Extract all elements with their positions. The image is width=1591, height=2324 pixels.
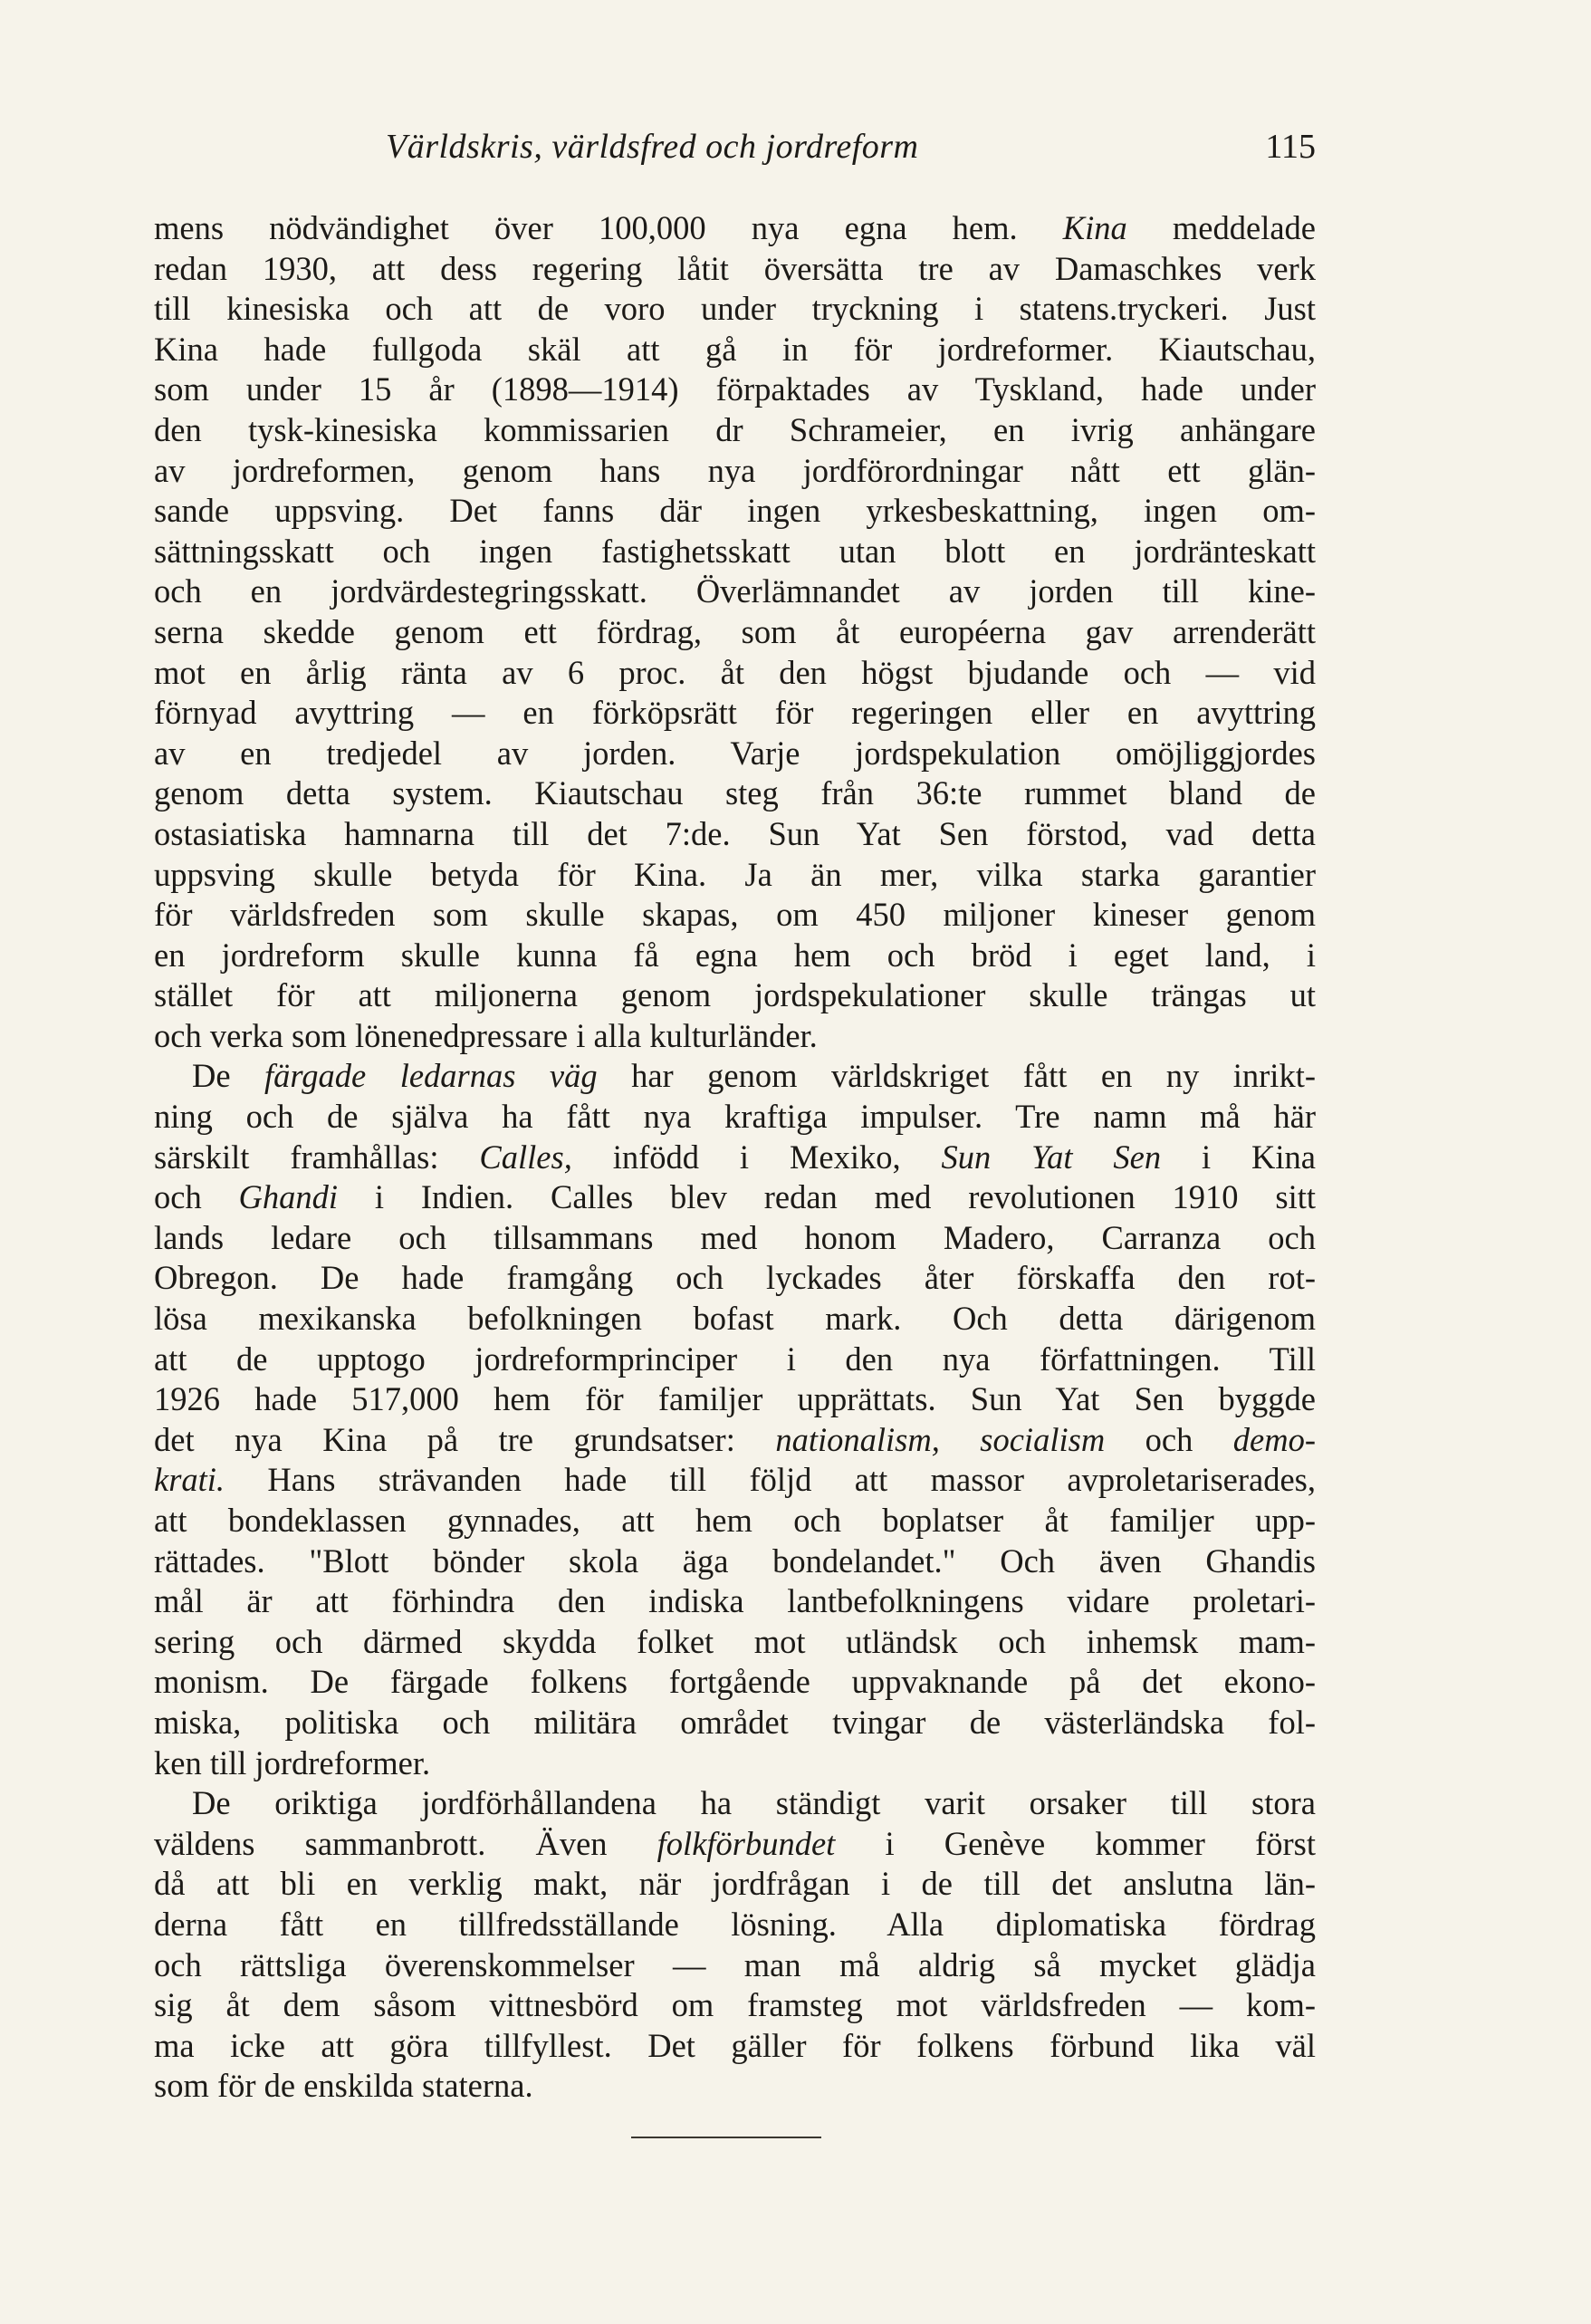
text-line: [154, 1097, 1316, 1138]
text-run: mot en årlig ränta av 6 proc. åt den högst bjudande och — vid: [154, 653, 1316, 691]
text-run: och: [154, 1178, 239, 1216]
text-run: derna fått en tillfredsställande lösning. Alla diplomatiska fördrag: [154, 1905, 1316, 1943]
text-run: ma icke att göra tillfyllest. Det gäller för folkens förbund lika väl: [154, 2026, 1316, 2064]
text-run: som under 15 år (1898—1914) förpaktades av Tyskland, hade under: [154, 370, 1316, 408]
text-run: sering och därmed skydda folket mot utländsk och inhemsk mam-: [154, 1622, 1316, 1660]
text-run: i Genève kommer först: [835, 1824, 1316, 1862]
text-run: sättningsskatt och ingen fastighetsskatt utan blott en jordränteskatt: [154, 532, 1316, 570]
text-line: [154, 653, 1316, 694]
text-line: [154, 1138, 1316, 1178]
text-run: som för de enskilda staterna.: [154, 2067, 533, 2105]
text-run: lands ledare och tillsammans med honom Madero, Carranza och: [154, 1218, 1316, 1256]
text-run: av jordreformen, genom hans nya jordförordningar nått ett glän-: [154, 451, 1316, 489]
text-line: [154, 734, 1316, 774]
italic-text: krati.: [154, 1461, 225, 1499]
text-run: [940, 1421, 980, 1458]
italic-text: Sun Yat Sen: [941, 1138, 1162, 1176]
text-run: sig åt dem såsom vittnesbörd om framsteg mot världsfreden — kom-: [154, 1986, 1316, 2024]
text-line: [154, 773, 1316, 814]
text-run: det nya Kina på tre grundsatser:: [154, 1420, 776, 1458]
text-run: mens nödvändighet över 100,000 nya egna hem.: [154, 209, 1063, 246]
running-title: Världskris, världsfred och jordreform: [386, 128, 919, 166]
text-run: förnyad avyttring — en förköpsrätt för regeringen eller en avyttring: [154, 694, 1316, 732]
italic-text: Kina: [1062, 209, 1127, 246]
text-run: Obregon. De hade framgång och lyckades åter förskaffa den rot-: [154, 1259, 1316, 1297]
text-line: [154, 370, 1316, 410]
text-line: [154, 1743, 1316, 1784]
text-run: i Kina: [1161, 1138, 1317, 1176]
text-run: och en jordvärdestegringsskatt. Överlämnandet av jorden till kine-: [154, 572, 1316, 610]
text-run: serna skedde genom ett fördrag, som åt européerna gav arrenderätt: [154, 612, 1316, 650]
text-run: väldens sammanbrott. Även: [154, 1824, 657, 1862]
text-line: [154, 1622, 1316, 1663]
text-run: att bondeklassen gynnades, att hem och boplatser åt familjer upp-: [154, 1502, 1316, 1539]
text-run: och verka som lönenedpressare i alla kulturländer.: [154, 1016, 818, 1054]
text-line: [154, 895, 1316, 936]
text-line: [154, 1056, 1316, 1097]
text-run: rättades. "Blott bönder skola äga bondelandet." Och även Ghandis: [154, 1541, 1316, 1580]
text-line: [154, 1501, 1316, 1541]
text-run: genom detta system. Kiautschau steg från 36:te rummet bland de: [154, 774, 1316, 812]
text-run: för världsfreden som skulle skapas, om 450 miljoner kineser genom: [154, 896, 1316, 934]
text-line: [154, 936, 1316, 976]
text-line: [154, 1662, 1316, 1703]
text-line: [154, 1177, 1316, 1218]
text-run: stället för att miljonerna genom jordspekulationer skulle trängas ut: [154, 976, 1316, 1014]
text-run: sande uppsving. Det fanns där ingen yrkesbeskattning, ingen om-: [154, 492, 1316, 530]
text-run: och rättsliga överenskommelser — man må aldrig så mycket glädja: [154, 1945, 1316, 1983]
text-line: [154, 1783, 1316, 1824]
text-run: en jordreform skulle kunna få egna hem och bröd i eget land, i: [154, 936, 1316, 974]
text-line: [154, 451, 1316, 492]
text-line: [154, 1985, 1316, 2026]
text-run: Hans strävanden hade till följd att massor avproletariserades,: [225, 1461, 1316, 1499]
text-run: miska, politiska och militära området tvingar de västerländska fol-: [154, 1703, 1316, 1741]
text-line: [154, 814, 1316, 855]
italic-text: Calles,: [479, 1138, 572, 1176]
text-line: [154, 571, 1316, 612]
text-line: [154, 1218, 1316, 1259]
text-line: [154, 1379, 1316, 1420]
text-run: till kinesiska och att de voro under tryckning i statens.tryckeri. Just: [154, 290, 1316, 328]
text-run: redan 1930, att dess regering låtit översätta tre av Damaschkes verk: [154, 249, 1316, 287]
text-line: [154, 1864, 1316, 1905]
text-run: meddelade: [1126, 209, 1316, 246]
text-run: lösa mexikanska befolkningen bofast mark. Och detta därigenom: [154, 1300, 1316, 1338]
text-run: De oriktiga jordförhållandena ha ständigt varit orsaker till stora: [192, 1784, 1316, 1822]
text-line: [154, 532, 1316, 572]
text-line: [154, 612, 1316, 653]
text-run: har genom världskriget fått en ny inrikt-: [597, 1057, 1316, 1095]
text-run: Kina hade fullgoda skäl att gå in för jordreformer. Kiautschau,: [154, 330, 1316, 368]
italic-text: nationalism,: [775, 1420, 940, 1458]
text-run: De: [192, 1057, 265, 1095]
text-run: då att bli en verklig makt, när jordfrågan i de till det anslutna län-: [154, 1865, 1316, 1903]
text-run: särskilt framhållas:: [154, 1138, 480, 1176]
text-line: [154, 1420, 1316, 1461]
text-line: [154, 693, 1316, 734]
body-text: [154, 208, 1316, 2107]
text-line: [154, 410, 1316, 451]
text-line: [154, 1824, 1316, 1865]
text-line: [154, 1703, 1316, 1743]
text-line: [154, 289, 1316, 330]
text-run: i Indien. Calles blev redan med revolutionen 1910 sitt: [338, 1178, 1317, 1216]
text-line: [154, 330, 1316, 370]
text-run: att de upptogo jordreformprinciper i den nya författningen. Till: [154, 1340, 1316, 1378]
text-line: [154, 1460, 1316, 1501]
text-run: ning och de själva ha fått nya kraftiga impulser. Tre namn må här: [154, 1098, 1316, 1136]
text-line: [154, 975, 1316, 1016]
page-number: 115: [1265, 128, 1316, 166]
text-line: [154, 2066, 1316, 2107]
end-rule: [631, 2137, 821, 2138]
text-line: [154, 855, 1316, 896]
text-line: [154, 1258, 1316, 1299]
text-run: den tysk-kinesiska kommissarien dr Schrameier, en ivrig anhängare: [154, 410, 1316, 448]
italic-text: socialism: [980, 1420, 1106, 1458]
text-line: [154, 1541, 1316, 1582]
text-run: av en tredjedel av jorden. Varje jordspekulation omöjliggjordes: [154, 734, 1316, 772]
italic-text: Ghandi: [238, 1178, 339, 1216]
italic-text: folkförbundet: [657, 1824, 836, 1862]
text-run: mål är att förhindra den indiska lantbefolkningens vidare proletari-: [154, 1582, 1316, 1620]
text-line: [154, 249, 1316, 290]
text-run: infödd i Mexiko,: [571, 1138, 942, 1176]
text-run: ostasiatiska hamnarna till det 7:de. Sun Yat Sen förstod, vad detta: [154, 814, 1316, 852]
text-run: monism. De färgade folkens fortgående uppvaknande på det ekono-: [154, 1663, 1316, 1701]
text-line: [154, 491, 1316, 532]
text-line: [154, 1016, 1316, 1057]
italic-text: demo-: [1232, 1420, 1317, 1458]
text-run: 1926 hade 517,000 hem för familjer upprättats. Sun Yat Sen byggde: [154, 1380, 1316, 1418]
text-run: och: [1105, 1420, 1233, 1458]
text-line: [154, 1581, 1316, 1622]
text-line: [154, 208, 1316, 249]
text-line: [154, 2026, 1316, 2067]
text-line: [154, 1299, 1316, 1340]
italic-text: färgade ledarnas väg: [264, 1057, 598, 1095]
page-header: [154, 127, 1316, 181]
text-run: uppsving skulle betyda för Kina. Ja än mer, vilka starka garantier: [154, 855, 1316, 893]
text-line: [154, 1945, 1316, 1986]
text-run: ken till jordreformer.: [154, 1743, 431, 1781]
text-line: [154, 1905, 1316, 1945]
text-line: [154, 1340, 1316, 1380]
